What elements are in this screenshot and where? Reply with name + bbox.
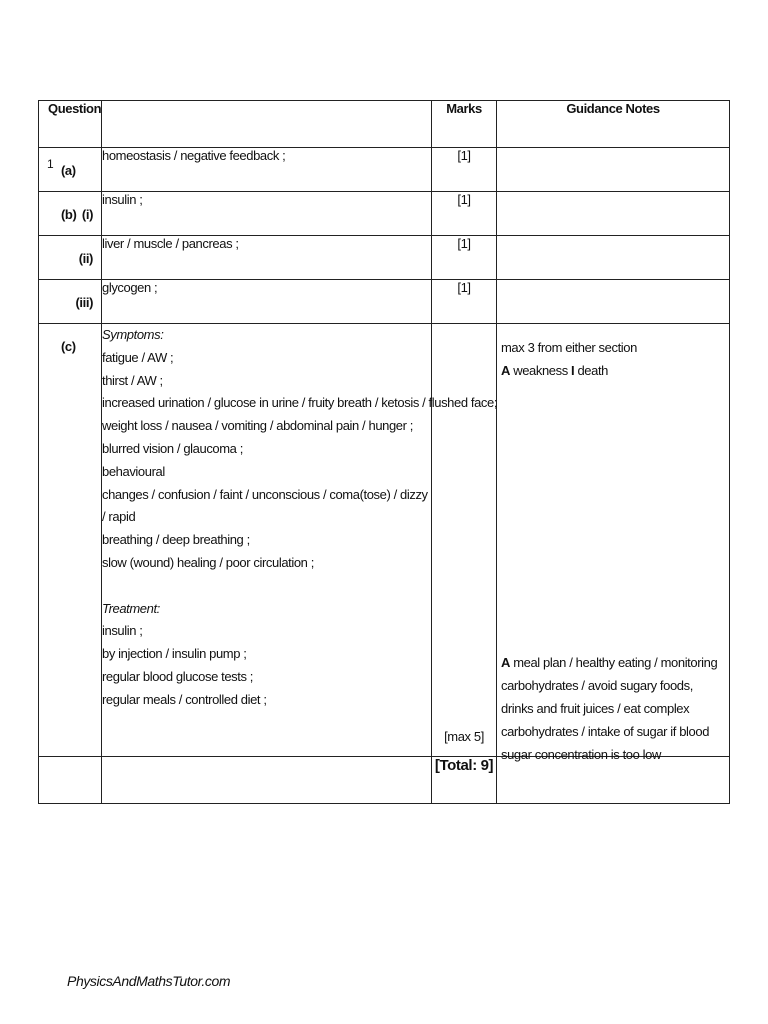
- question-cell: [39, 757, 102, 804]
- marks-cell: [1]: [432, 280, 497, 324]
- question-subpart: (i): [81, 207, 93, 222]
- accept-marker: A: [501, 655, 510, 670]
- ignore-text: death: [574, 362, 609, 378]
- answer-cell: homeostasis / negative feedback ;: [102, 148, 432, 192]
- treatment-line: regular blood glucose tests ;: [102, 668, 253, 684]
- question-cell: [39, 280, 102, 324]
- guidance-max-note: max 3 from either section: [501, 340, 637, 355]
- guidance-cell: [497, 236, 730, 280]
- max-marks: [max 5]: [444, 729, 484, 744]
- symptoms-heading: Symptoms:: [102, 327, 164, 342]
- marks-cell: [1]: [432, 192, 497, 236]
- symptom-line: increased urination / glucose in urine / fruity breath / ketosis / flushed face;: [102, 395, 498, 411]
- answer-header: [102, 101, 432, 148]
- table-row: [39, 148, 730, 192]
- header-row: [39, 101, 730, 148]
- question-part: (a): [61, 163, 76, 178]
- answer-cell: insulin ;: [102, 192, 432, 236]
- question-header: Question: [39, 101, 102, 148]
- question-subpart: (ii): [78, 251, 93, 266]
- guidance-treatment-note: [501, 651, 725, 766]
- question-number: 1: [47, 157, 54, 171]
- symptom-line: behavioural: [102, 463, 165, 479]
- marks-cell: [1]: [432, 148, 497, 192]
- treatment-line: regular meals / controlled diet ;: [102, 691, 267, 707]
- answer-cell: [102, 757, 432, 804]
- symptom-line: slow (wound) healing / poor circulation ;: [102, 554, 314, 570]
- guidance-cell: [497, 324, 730, 762]
- question-cell: [39, 324, 102, 757]
- treatment-line: insulin ;: [102, 623, 143, 639]
- guidance-cell: [497, 192, 730, 236]
- symptom-line: thirst / AW ;: [102, 372, 163, 388]
- symptom-line: changes / confusion / faint / unconscious / coma(tose) / dizzy / rapid: [102, 486, 428, 525]
- guidance-accept-ignore: [501, 360, 725, 383]
- guidance-cell: [497, 148, 730, 192]
- question-part: (c): [61, 339, 76, 354]
- table-row-part-c: [39, 324, 730, 757]
- total-marks: [Total: 9]: [432, 757, 497, 804]
- accept-text: meal plan / healthy eating / monitoring carbohydrates / avoid sugary foods, drinks and fruit juices / eat complex carbohydrates / intake of sugar if blood sugar concentration is too low: [501, 655, 718, 762]
- table-row: [39, 280, 730, 324]
- marks-cell: [432, 324, 497, 757]
- symptom-line: breathing / deep breathing ;: [102, 532, 250, 548]
- symptom-line: blurred vision / glaucoma ;: [102, 440, 243, 456]
- table-row: [39, 192, 730, 236]
- question-cell: [39, 236, 102, 280]
- treatment-heading: Treatment:: [102, 600, 160, 616]
- answer-cell: liver / muscle / pancreas ;: [102, 236, 432, 280]
- question-cell: [39, 192, 102, 236]
- treatment-line: by injection / insulin pump ;: [102, 646, 247, 662]
- symptom-line: weight loss / nausea / vomiting / abdominal pain / hunger ;: [102, 418, 413, 434]
- accept-marker: A: [501, 362, 510, 378]
- mark-scheme-table: [38, 100, 730, 804]
- footer-source: PhysicsAndMathsTutor.com: [67, 973, 231, 989]
- table-row: [39, 236, 730, 280]
- answer-cell: glycogen ;: [102, 280, 432, 324]
- marks-cell: [1]: [432, 236, 497, 280]
- guidance-cell: [497, 280, 730, 324]
- question-part: (b): [61, 207, 77, 222]
- accept-text: weakness: [510, 362, 572, 378]
- question-subpart: (iii): [75, 295, 93, 310]
- question-cell: [39, 148, 102, 192]
- ignore-marker: I: [571, 362, 575, 378]
- symptom-line: fatigue / AW ;: [102, 349, 174, 365]
- guidance-header: Guidance Notes: [497, 101, 730, 148]
- marks-header: Marks: [432, 101, 497, 148]
